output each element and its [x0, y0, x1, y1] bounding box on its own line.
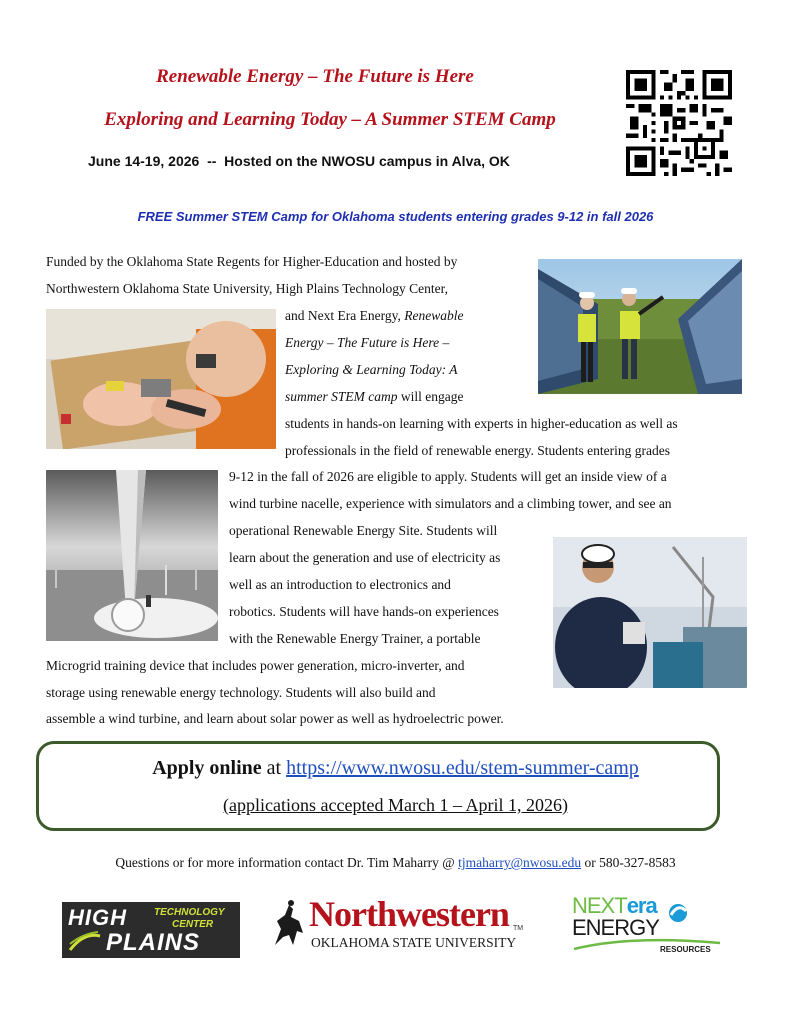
nextera-logo: NEXTera ENERGY RESOURCES	[566, 893, 726, 959]
body-line-5: Exploring & Learning Today: A	[285, 362, 458, 377]
body-line-12: learn about the generation and use of electricity as	[229, 550, 501, 565]
apply-box	[36, 741, 720, 831]
title-line-1: Renewable Energy – The Future is Here	[156, 66, 474, 87]
contact-email-link[interactable]: tjmaharry@nwosu.edu	[458, 855, 582, 870]
body-line-16: Microgrid training device that includes power generation, micro-inverter, and	[46, 658, 465, 673]
nextera-swirl-icon	[666, 901, 690, 925]
northwestern-logo: Northwestern TM OKLAHOMA STATE UNIVERSITY	[265, 893, 525, 955]
northwestern-wordmark: Northwestern	[309, 894, 509, 934]
body-line-6: summer STEM camp will engage	[285, 389, 464, 404]
contact-line: Questions or for more information contact Dr. Tim Maharry @ tjmaharry@nwosu.edu or 580-327-8583	[115, 855, 676, 870]
body-line-13: well as an introduction to electronics and	[229, 577, 451, 592]
cowboy-bronco-icon	[267, 899, 307, 951]
free-camp-line: FREE Summer STEM Camp for Oklahoma students entering grades 9-12 in fall 2026	[137, 209, 654, 224]
body-line-2: Northwestern Oklahoma State University, High Plains Technology Center,	[46, 281, 448, 296]
title-line-2: Exploring and Learning Today – A Summer STEM Camp	[104, 109, 556, 130]
body-line-14: robotics. Students will have hands-on experiences	[229, 604, 499, 619]
body-line-11: operational Renewable Energy Site. Students will	[229, 523, 498, 538]
application-dates: (applications accepted March 1 – April 1, 2026)	[223, 795, 568, 815]
dates-line: June 14-19, 2026 -- Hosted on the NWOSU campus in Alva, OK	[88, 153, 510, 169]
body-line-4: Energy – The Future is Here –	[285, 335, 450, 350]
high-plains-logo: HIGH TECHNOLOGY CENTER PLAINS	[62, 902, 240, 958]
body-line-18: assemble a wind turbine, and learn about solar power as well as hydroelectric power.	[46, 711, 504, 726]
body-line-3: and Next Era Energy, Renewable	[285, 308, 464, 323]
northwestern-subtitle: OKLAHOMA STATE UNIVERSITY	[311, 935, 517, 950]
wind-turbine-aerial-photo	[46, 470, 218, 641]
solar-panel-workers-photo	[538, 259, 742, 394]
body-line-10: wind turbine nacelle, experience with simulators and a climbing tower, and see an	[229, 496, 672, 511]
apply-online-label: Apply online	[152, 757, 262, 779]
body-line-17: storage using renewable energy technology. Students will also build and	[46, 685, 436, 700]
high-plains-swoosh-icon	[68, 930, 102, 954]
qr-code[interactable]	[626, 70, 732, 176]
electronics-soldering-photo	[46, 309, 276, 449]
body-line-15: with the Renewable Energy Trainer, a portable	[229, 631, 481, 646]
apply-online-line: Apply online at https://www.nwosu.edu/stem-summer-camp	[152, 757, 639, 779]
apply-url-link[interactable]: https://www.nwosu.edu/stem-summer-camp	[286, 757, 639, 779]
body-line-8: professionals in the field of renewable energy. Students entering grades	[285, 443, 671, 458]
body-line-9: 9-12 in the fall of 2026 are eligible to apply. Students will get an inside view of a	[229, 469, 667, 484]
technician-climbing-photo	[553, 537, 747, 688]
body-line-1: Funded by the Oklahoma State Regents for Higher-Education and hosted by	[46, 254, 458, 269]
body-line-7: students in hands-on learning with experts in higher-education as well as	[285, 416, 678, 431]
